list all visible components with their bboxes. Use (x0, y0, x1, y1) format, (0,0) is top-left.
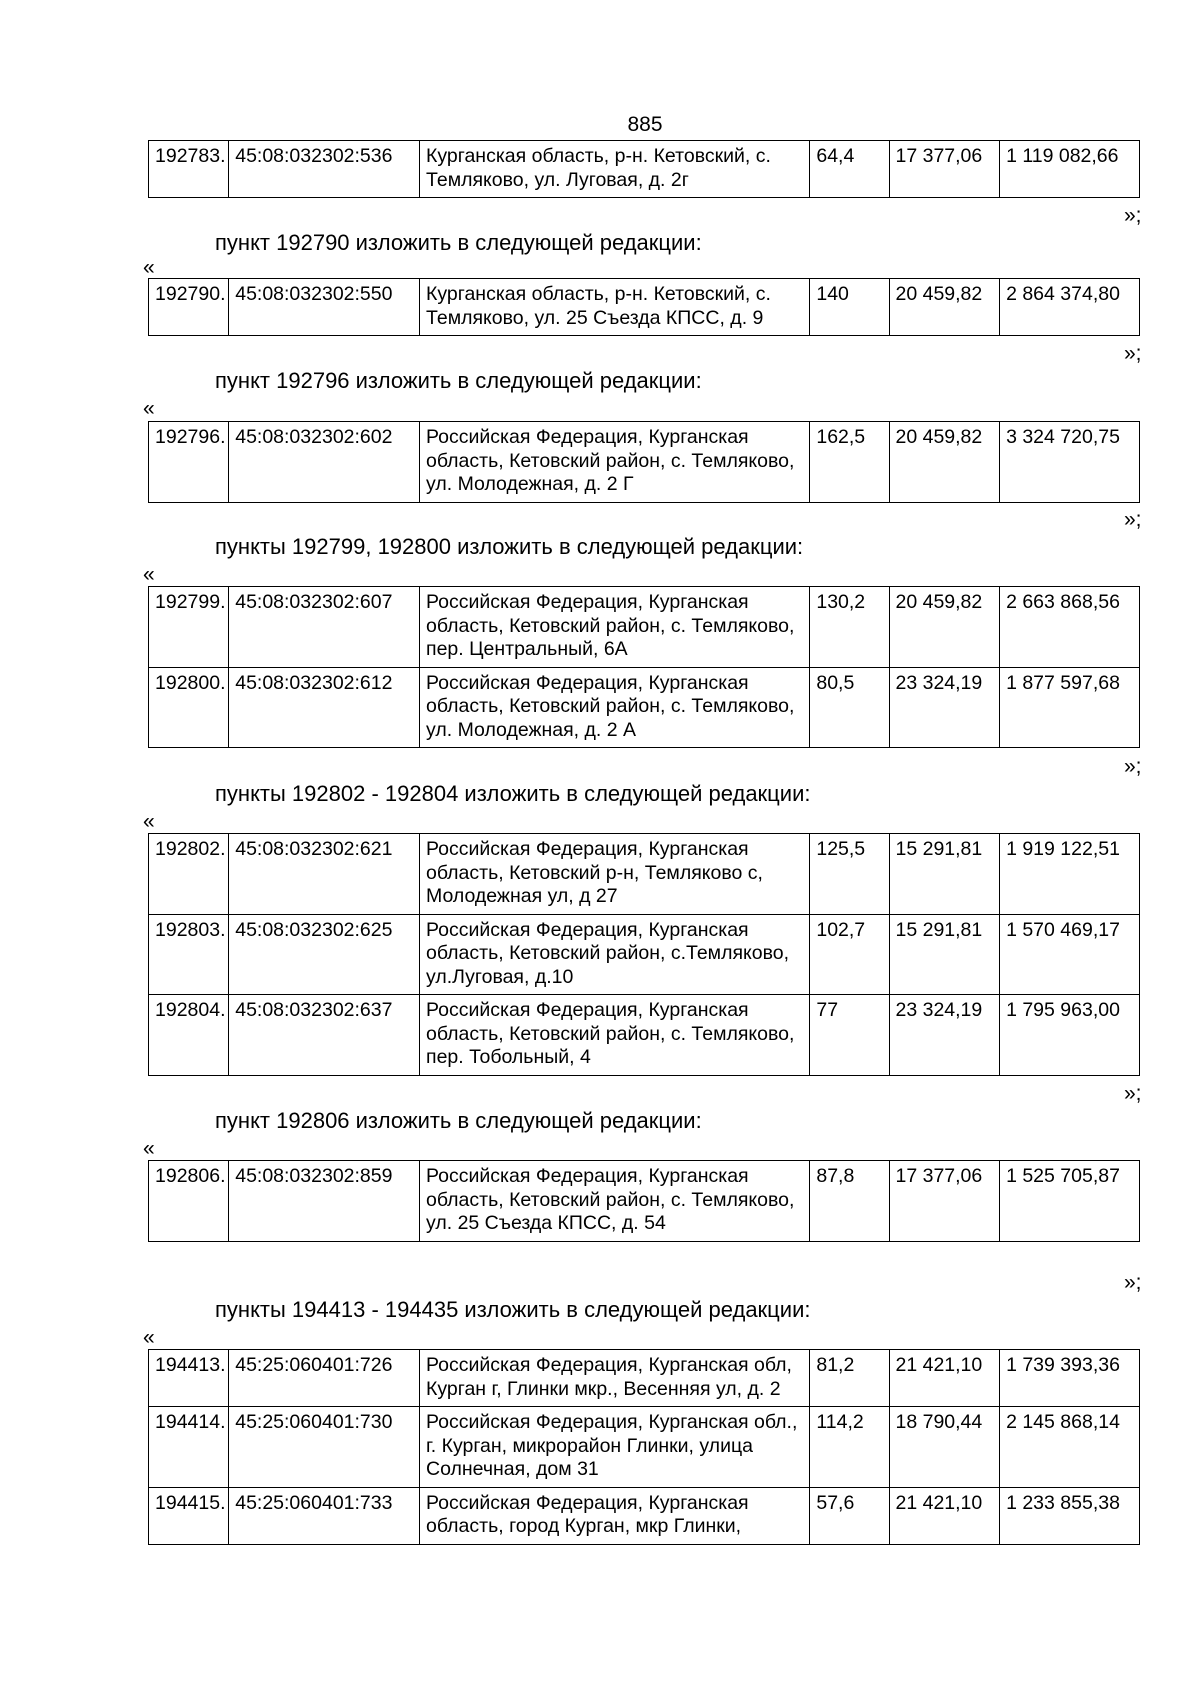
row-number: 192800. (149, 667, 229, 748)
cadastral-value: 1 233 855,38 (1000, 1487, 1140, 1544)
table-row (149, 587, 1140, 668)
section-heading: пункт 192790 изложить в следующей редакции: (215, 230, 702, 255)
cadastral-number: 45:25:060401:730 (229, 1407, 420, 1488)
opening-quote: « (143, 397, 155, 420)
data-table (148, 833, 1140, 1076)
row-number: 194414. (149, 1407, 229, 1488)
cadastral-number: 45:08:032302:602 (229, 422, 420, 503)
address: Российская Федерация, Курганская область, Кетовский р-н, Темляково с, Молодежная ул, д 27 (420, 834, 810, 915)
table-row (149, 422, 1140, 503)
cadastral-value: 3 324 720,75 (1000, 422, 1140, 503)
table-row (149, 141, 1140, 198)
area: 102,7 (810, 914, 889, 995)
cadastral-value: 1 119 082,66 (1000, 141, 1140, 198)
data-table (148, 140, 1140, 198)
area: 80,5 (810, 667, 889, 748)
table-row (149, 667, 1140, 748)
address: Российская Федерация, Курганская область, Кетовский район, с. Темляково, ул. Молодежная, д. 2 А (420, 667, 810, 748)
row-number: 192806. (149, 1161, 229, 1242)
closing-quote: »; (1124, 1271, 1142, 1294)
cadastral-number: 45:25:060401:733 (229, 1487, 420, 1544)
address: Российская Федерация, Курганская обл., г. Курган, микрорайон Глинки, улица Солнечная, дом 31 (420, 1407, 810, 1488)
row-number: 192783. (149, 141, 229, 198)
data-table (148, 586, 1140, 748)
table-row (149, 995, 1140, 1076)
section-heading: пункт 192796 изложить в следующей редакции: (215, 368, 702, 393)
area: 77 (810, 995, 889, 1076)
area: 125,5 (810, 834, 889, 915)
table-row (149, 1161, 1140, 1242)
cadastral-number: 45:08:032302:637 (229, 995, 420, 1076)
cadastral-number: 45:08:032302:607 (229, 587, 420, 668)
table-block (148, 140, 1140, 198)
page-number: 885 (627, 113, 663, 136)
row-number: 192799. (149, 587, 229, 668)
unit-price: 20 459,82 (889, 422, 1000, 503)
address: Курганская область, р-н. Кетовский, с. Темляково, ул. Луговая, д. 2г (420, 141, 810, 198)
unit-price: 15 291,81 (889, 834, 1000, 915)
unit-price: 17 377,06 (889, 141, 1000, 198)
unit-price: 23 324,19 (889, 667, 1000, 748)
section-heading: пункты 194413 - 194435 изложить в следующей редакции: (215, 1297, 811, 1322)
section-heading: пункты 192802 - 192804 изложить в следующей редакции: (215, 781, 811, 806)
area: 114,2 (810, 1407, 889, 1488)
cadastral-value: 2 145 868,14 (1000, 1407, 1140, 1488)
table-row (149, 1350, 1140, 1407)
cadastral-value: 1 877 597,68 (1000, 667, 1140, 748)
row-number: 192796. (149, 422, 229, 503)
area: 64,4 (810, 141, 889, 198)
area: 57,6 (810, 1487, 889, 1544)
unit-price: 15 291,81 (889, 914, 1000, 995)
cadastral-number: 45:08:032302:536 (229, 141, 420, 198)
table-block (148, 278, 1140, 336)
address: Российская Федерация, Курганская область, Кетовский район, с. Темляково, ул. Молодежная, д. 2 Г (420, 422, 810, 503)
row-number: 192790. (149, 279, 229, 336)
area: 87,8 (810, 1161, 889, 1242)
table-block (148, 586, 1140, 748)
table-row (149, 279, 1140, 336)
opening-quote: « (143, 563, 155, 586)
unit-price: 21 421,10 (889, 1487, 1000, 1544)
closing-quote: »; (1124, 508, 1142, 531)
cadastral-number: 45:08:032302:612 (229, 667, 420, 748)
closing-quote: »; (1124, 342, 1142, 365)
cadastral-value: 1 525 705,87 (1000, 1161, 1140, 1242)
closing-quote: »; (1124, 1082, 1142, 1105)
data-table (148, 278, 1140, 336)
unit-price: 20 459,82 (889, 279, 1000, 336)
opening-quote: « (143, 1137, 155, 1160)
table-block (148, 833, 1140, 1076)
address: Российская Федерация, Курганская область, город Курган, мкр Глинки, (420, 1487, 810, 1544)
cadastral-number: 45:08:032302:550 (229, 279, 420, 336)
unit-price: 17 377,06 (889, 1161, 1000, 1242)
opening-quote: « (143, 256, 155, 279)
unit-price: 20 459,82 (889, 587, 1000, 668)
area: 130,2 (810, 587, 889, 668)
cadastral-value: 1 570 469,17 (1000, 914, 1140, 995)
unit-price: 21 421,10 (889, 1350, 1000, 1407)
area: 81,2 (810, 1350, 889, 1407)
closing-quote: »; (1124, 204, 1142, 227)
table-block (148, 1349, 1140, 1545)
cadastral-value: 2 663 868,56 (1000, 587, 1140, 668)
data-table (148, 1349, 1140, 1545)
opening-quote: « (143, 1326, 155, 1349)
cadastral-value: 2 864 374,80 (1000, 279, 1140, 336)
row-number: 194415. (149, 1487, 229, 1544)
address: Российская Федерация, Курганская обл, Курган г, Глинки мкр., Весенняя ул, д. 2 (420, 1350, 810, 1407)
cadastral-value: 1 795 963,00 (1000, 995, 1140, 1076)
address: Российская Федерация, Курганская область, Кетовский район, с. Темляково, пер. Центральный, 6А (420, 587, 810, 668)
address: Российская Федерация, Курганская область, Кетовский район, с.Темляково, ул.Луговая, д.10 (420, 914, 810, 995)
area: 140 (810, 279, 889, 336)
cadastral-number: 45:25:060401:726 (229, 1350, 420, 1407)
area: 162,5 (810, 422, 889, 503)
cadastral-value: 1 919 122,51 (1000, 834, 1140, 915)
cadastral-number: 45:08:032302:625 (229, 914, 420, 995)
unit-price: 23 324,19 (889, 995, 1000, 1076)
data-table (148, 1160, 1140, 1242)
opening-quote: « (143, 810, 155, 833)
table-row (149, 834, 1140, 915)
table-block (148, 1160, 1140, 1242)
table-row (149, 914, 1140, 995)
section-heading: пункт 192806 изложить в следующей редакции: (215, 1108, 702, 1133)
address: Российская Федерация, Курганская область, Кетовский район, с. Темляково, ул. 25 Съезда КПСС, д. 54 (420, 1161, 810, 1242)
cadastral-number: 45:08:032302:859 (229, 1161, 420, 1242)
table-block (148, 421, 1140, 503)
closing-quote: »; (1124, 755, 1142, 778)
table-row (149, 1407, 1140, 1488)
unit-price: 18 790,44 (889, 1407, 1000, 1488)
data-table (148, 421, 1140, 503)
table-row (149, 1487, 1140, 1544)
row-number: 192804. (149, 995, 229, 1076)
address: Российская Федерация, Курганская область, Кетовский район, с. Темляково, пер. Тобольный, 4 (420, 995, 810, 1076)
cadastral-number: 45:08:032302:621 (229, 834, 420, 915)
row-number: 194413. (149, 1350, 229, 1407)
row-number: 192803. (149, 914, 229, 995)
cadastral-value: 1 739 393,36 (1000, 1350, 1140, 1407)
section-heading: пункты 192799, 192800 изложить в следующей редакции: (215, 534, 804, 559)
row-number: 192802. (149, 834, 229, 915)
address: Курганская область, р-н. Кетовский, с. Темляково, ул. 25 Съезда КПСС, д. 9 (420, 279, 810, 336)
